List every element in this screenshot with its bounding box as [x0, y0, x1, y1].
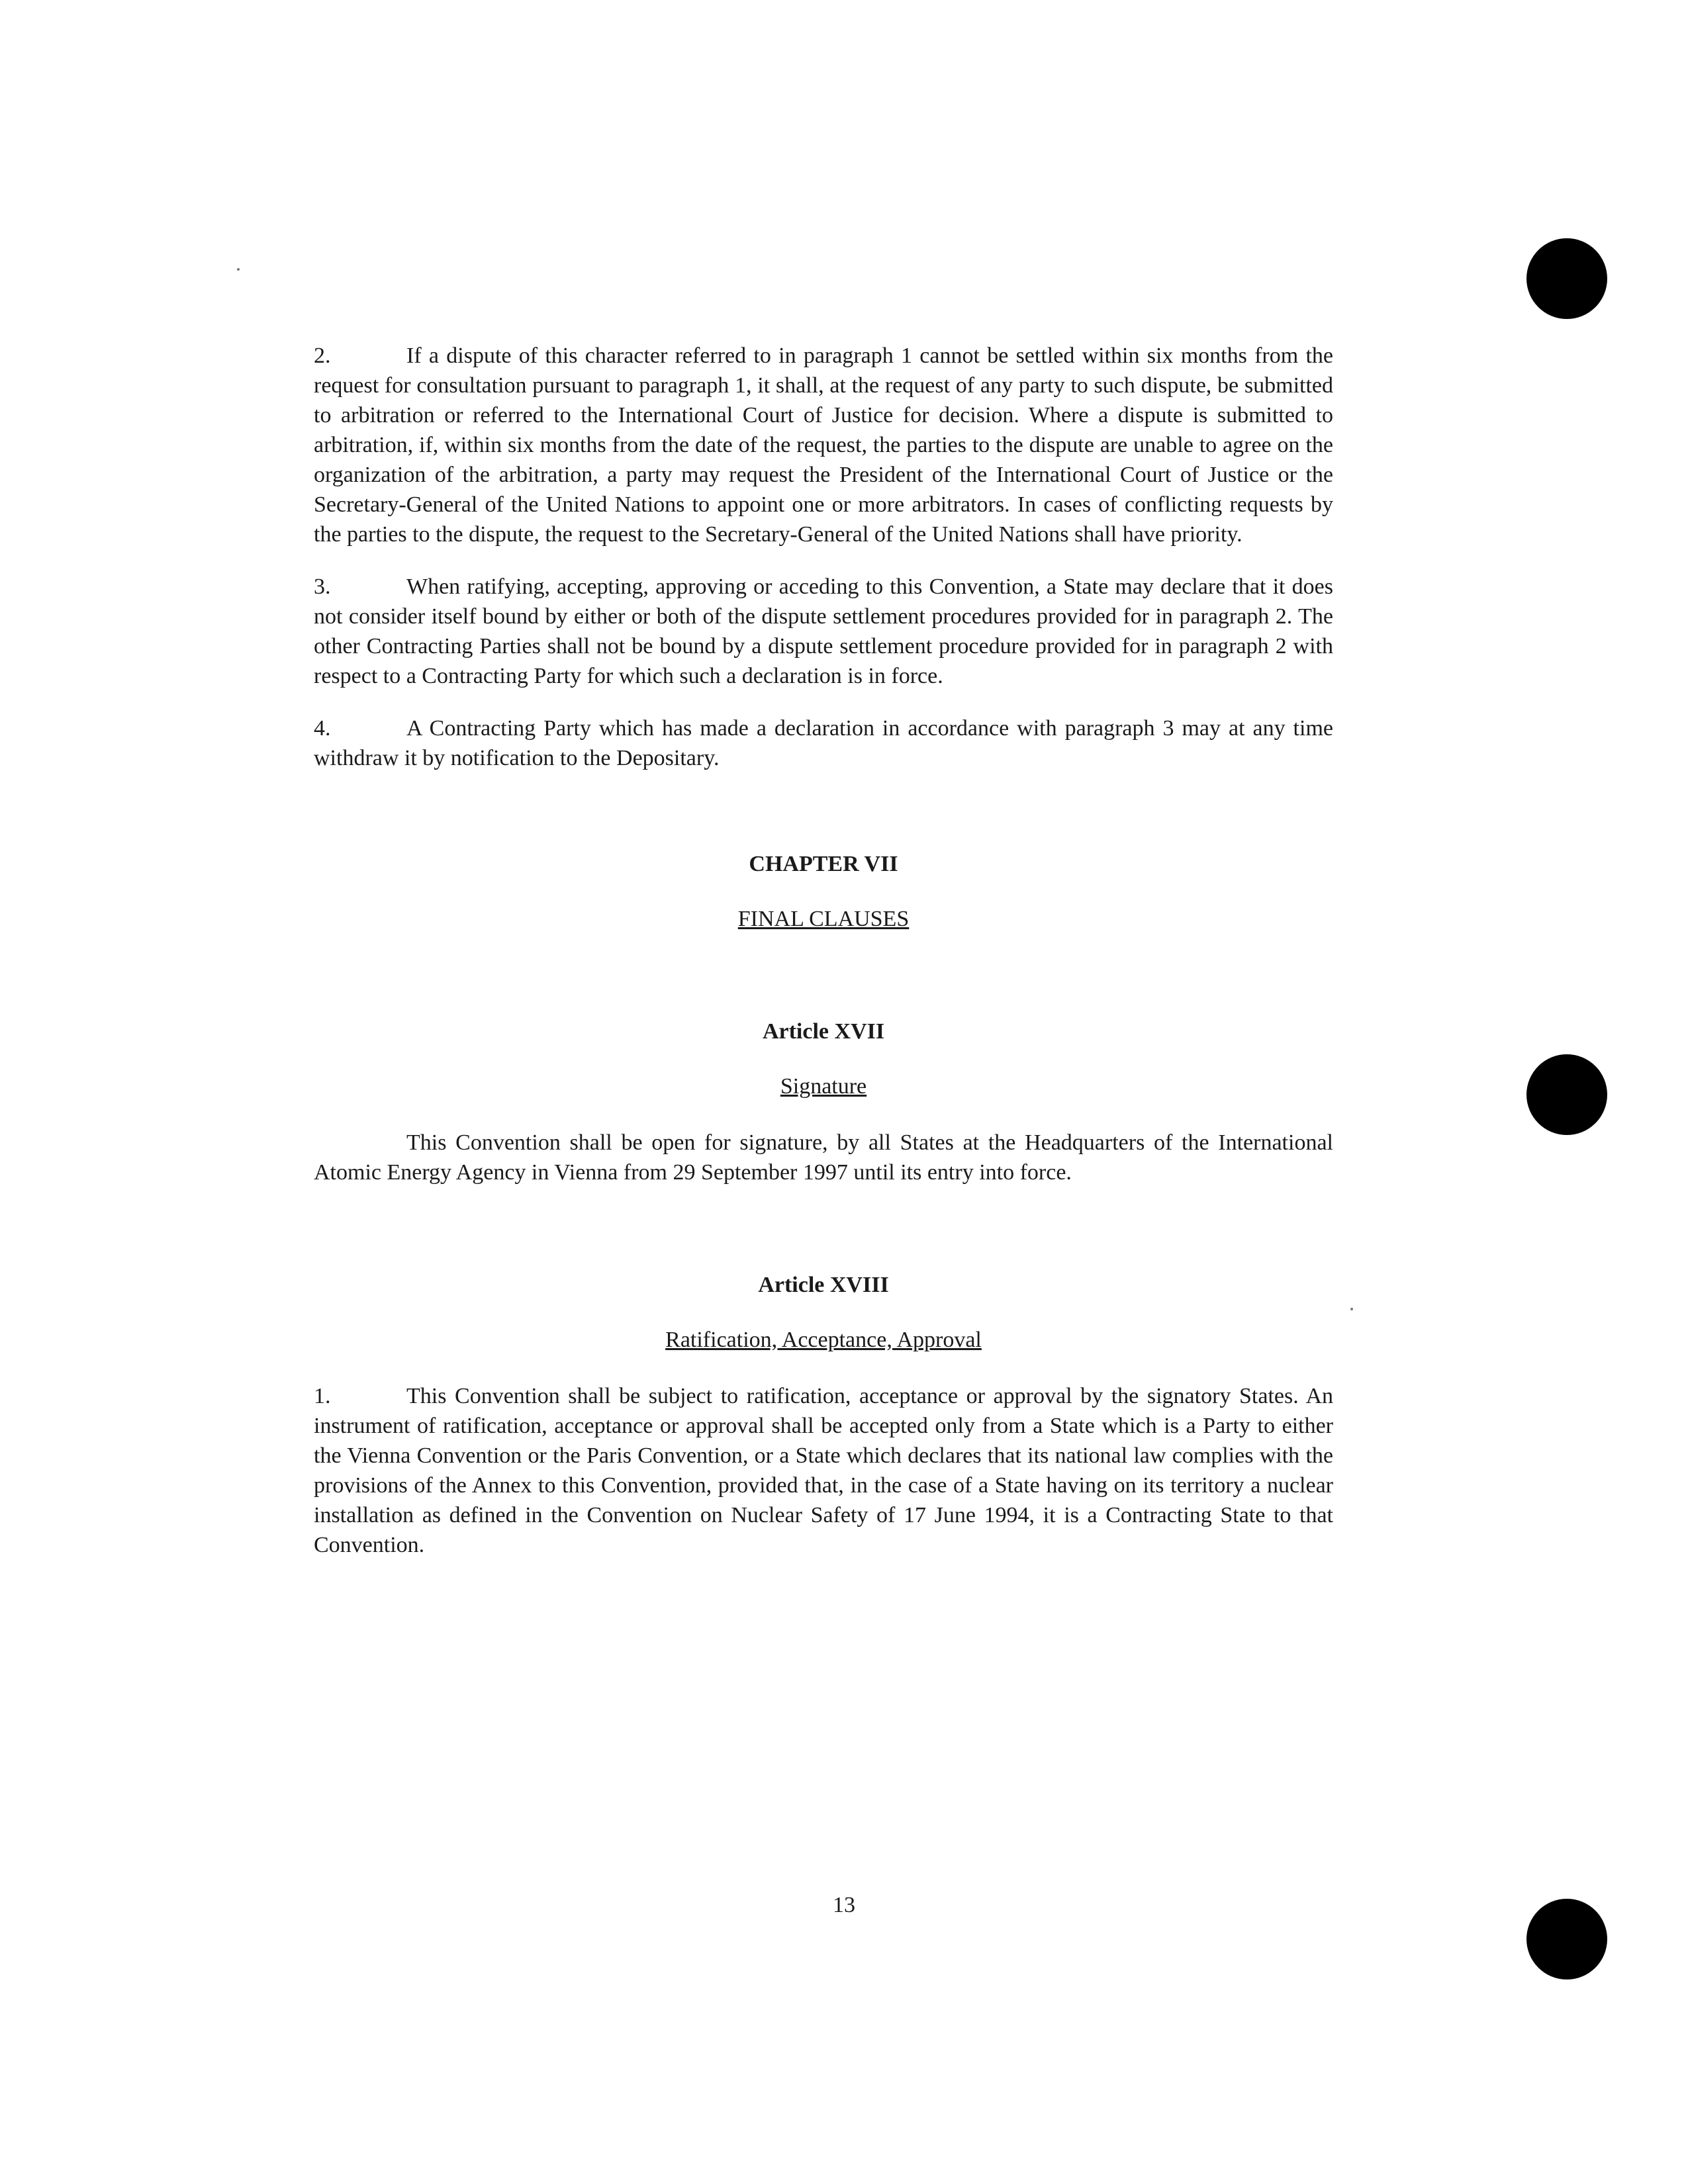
article-18-title: Article XVIII [758, 1273, 889, 1297]
punch-hole-top [1526, 238, 1607, 319]
article-17-text: This Convention shall be open for signature, by all States at the Headquarters of the International Atomic Energy Agency in Vienna from 29 September 1997 until its entry into force. [314, 1130, 1333, 1185]
paragraph-number: 2. [314, 343, 331, 368]
paragraph-text: This Convention shall be subject to ratification, acceptance or approval by the signatory States. An instrument of ratification, acceptance or approval shall be accepted only from a State which is a Party to either the Vienna Convention or the Paris Convention, or a State which declares that its national law complies with the provisions of the Annex to this Convention, provided that, in the case of a State having on its territory a nuclear installation as defined in the Convention on Nuclear Safety of 17 June 1994, it is a Contracting State to that Convention. [314, 1384, 1333, 1557]
paragraph-2 [314, 341, 1333, 549]
paragraph-text: A Contracting Party which has made a declaration in accordance with paragraph 3 may at any time withdraw it by notification to the Depositary. [314, 716, 1333, 770]
article-17-title: Article XVII [762, 1019, 885, 1044]
paragraph-number: 4. [314, 716, 331, 741]
paragraph-3 [314, 572, 1333, 691]
chapter-subtitle: FINAL CLAUSES [737, 907, 910, 931]
paragraph-4 [314, 713, 1333, 773]
document-body [314, 341, 1333, 1560]
scan-speck [1350, 1308, 1353, 1310]
paragraph-text: If a dispute of this character referred to in paragraph 1 cannot be settled within six months from the request for consultation pursuant to paragraph 1, it shall, at the request of any party to such dispute, be submitted to arbitration or referred to the International Court of Justice for decision. Where a dispute is submitted to arbitration, if, within six months from the date of the request, the parties to the dispute are unable to agree on the organization of the arbitration, a party may request the President of the International Court of Justice or the Secretary-General of the United Nations to appoint one or more arbitrators. In cases of conflicting requests by the parties to the dispute, the request to the Secretary-General of the United Nations shall have priority. [314, 343, 1333, 547]
scan-speck [237, 268, 240, 271]
page-number: 13 [833, 1893, 855, 1917]
paragraph-number: 3. [314, 574, 331, 599]
chapter-title: CHAPTER VII [749, 852, 898, 876]
article-18-subtitle: Ratification, Acceptance, Approval [665, 1328, 982, 1352]
paragraph-number: 1. [314, 1384, 331, 1408]
article-17-subtitle: Signature [780, 1074, 867, 1099]
punch-hole-middle [1526, 1054, 1607, 1135]
paragraph-text: When ratifying, accepting, approving or acceding to this Convention, a State may declare that it does not consider itself bound by either or both of the dispute settlement procedures provided for in paragraph 2. The other Contracting Parties shall not be bound by a dispute settlement procedure provided for in paragraph 2 with respect to a Contracting Party for which such a declaration is in force. [314, 574, 1333, 688]
article-18-paragraph-1 [314, 1381, 1333, 1560]
